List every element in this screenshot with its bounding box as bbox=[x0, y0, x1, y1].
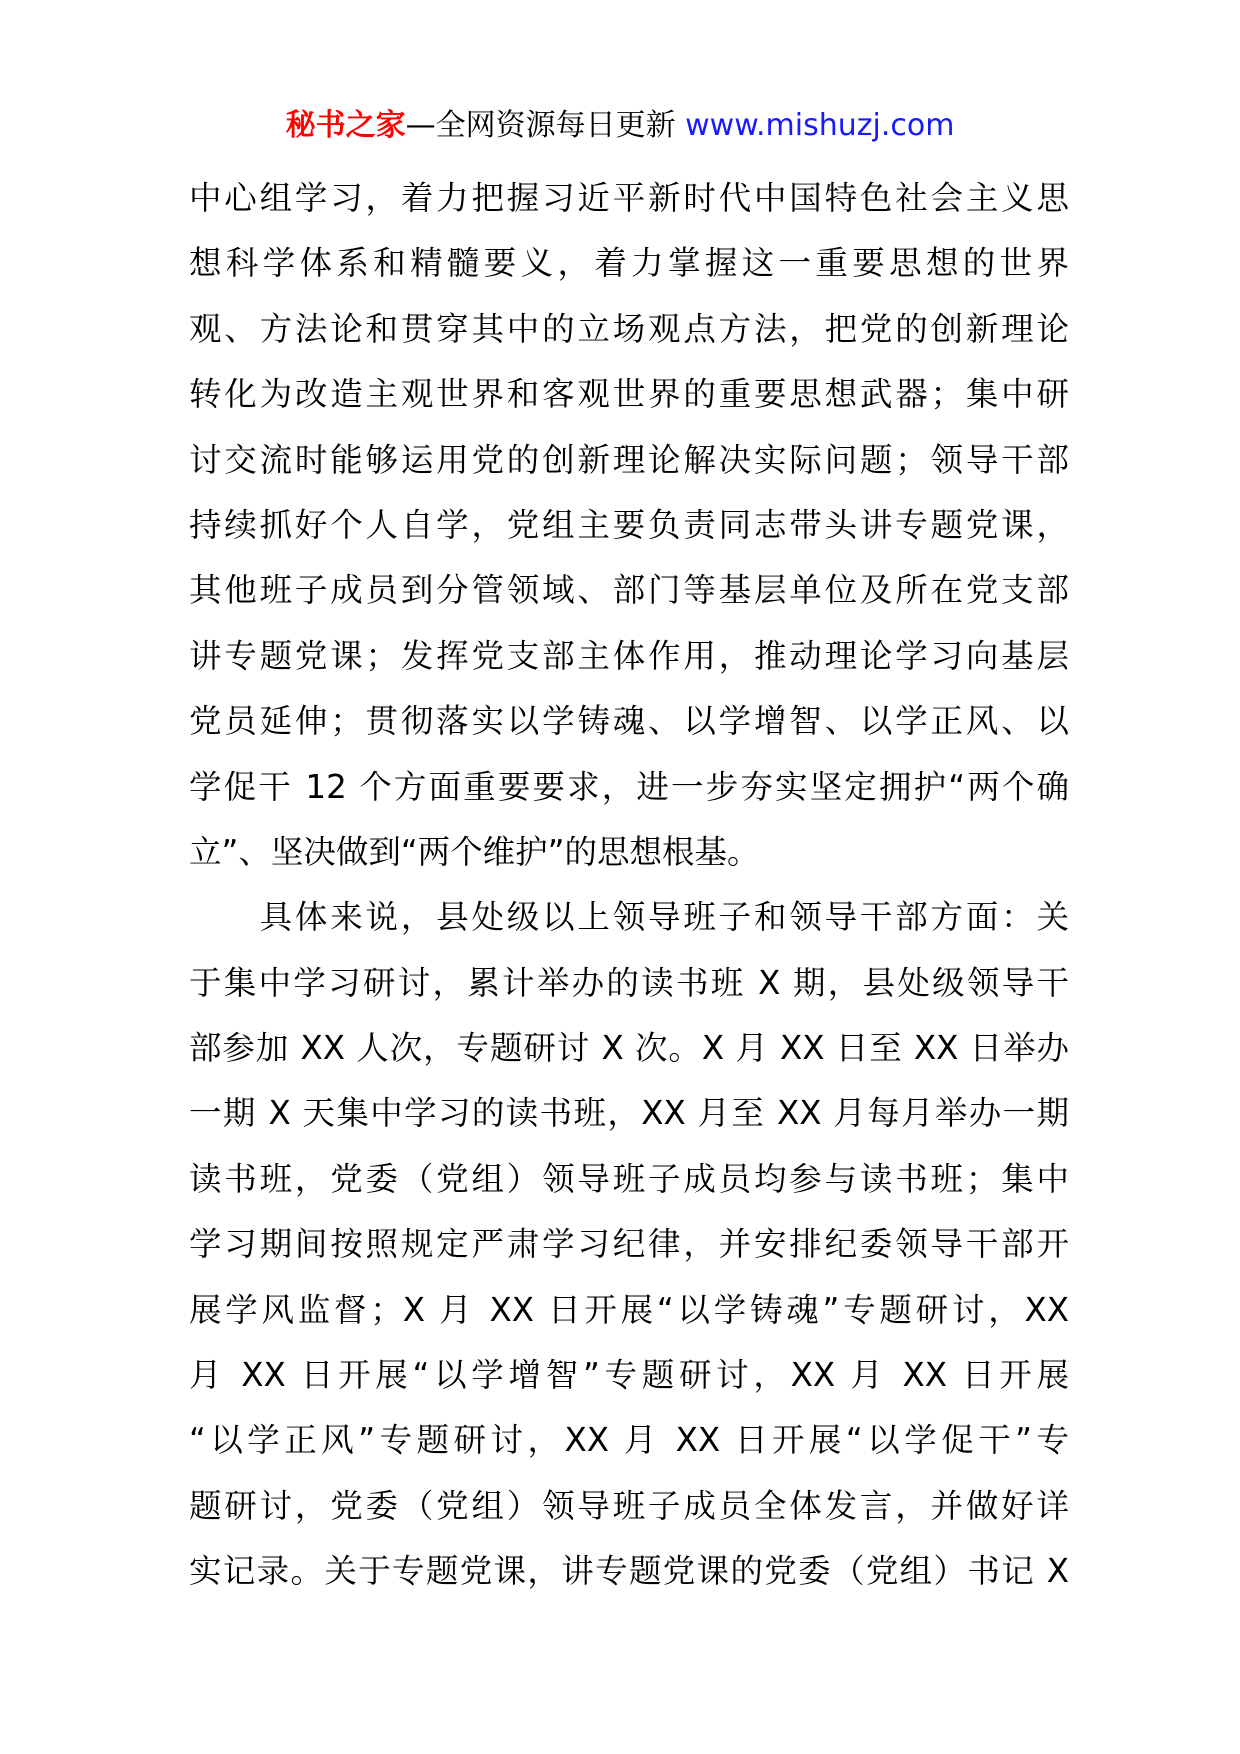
body-line: 展学风监督；X 月 XX 日开展“以学铸魂”专题研讨，XX bbox=[189, 1290, 1069, 1329]
body-line: 一期 X 天集中学习的读书班，XX 月至 XX 月每月举办一期 bbox=[189, 1094, 1069, 1133]
site-brand: 秘书之家 bbox=[285, 108, 406, 143]
body-line: 读书班，党委（党组）领导班子成员均参与读书班；集中 bbox=[189, 1159, 1069, 1198]
body-line-paragraph-end: 立”、坚决做到“两个维护”的思想根基。 bbox=[189, 832, 760, 871]
body-line: 中心组学习，着力把握习近平新时代中国特色社会主义思 bbox=[189, 179, 1069, 217]
site-url-link[interactable]: www.mishuzj.com bbox=[685, 108, 955, 143]
body-line: 月 XX 日开展“以学增智”专题研讨，XX 月 XX 日开展 bbox=[189, 1356, 1069, 1395]
body-line: 观、方法论和贯穿其中的立场观点方法，把党的创新理论 bbox=[189, 309, 1069, 348]
body-line: 题研讨，党委（党组）领导班子成员全体发言，并做好详 bbox=[189, 1486, 1069, 1525]
body-line-paragraph-start: 具体来说，县处级以上领导班子和领导干部方面：关 bbox=[189, 898, 1069, 937]
body-line: 讨交流时能够运用党的创新理论解决实际问题；领导干部 bbox=[189, 440, 1069, 479]
body-line: 于集中学习研讨，累计举办的读书班 X 期，县处级领导干 bbox=[189, 963, 1069, 1002]
body-line: 学习期间按照规定严肃学习纪律，并安排纪委领导干部开 bbox=[189, 1225, 1069, 1264]
body-line: 部参加 XX 人次，专题研讨 X 次。X 月 XX 日至 XX 日举办 bbox=[189, 1029, 1069, 1068]
body-line: “以学正风”专题研讨，XX 月 XX 日开展“以学促干”专 bbox=[189, 1421, 1069, 1460]
body-line: 学促干 12 个方面重要要求，进一步夯实坚定拥护“两个确 bbox=[189, 767, 1069, 806]
body-line: 持续抓好个人自学，党组主要负责同志带头讲专题党课， bbox=[189, 505, 1069, 544]
body-line: 想科学体系和精髓要义，着力掌握这一重要思想的世界 bbox=[189, 244, 1069, 283]
body-line: 其他班子成员到分管领域、部门等基层单位及所在党支部 bbox=[189, 571, 1069, 610]
body-line: 转化为改造主观世界和客观世界的重要思想武器；集中研 bbox=[189, 375, 1069, 414]
site-header bbox=[0, 106, 1240, 146]
document-body bbox=[189, 166, 1069, 1605]
body-line: 实记录。关于专题党课，讲专题党课的党委（党组）书记 X bbox=[189, 1552, 1069, 1591]
body-line: 党员延伸；贯彻落实以学铸魂、以学增智、以学正风、以 bbox=[189, 702, 1069, 741]
site-tagline: —全网资源每日更新 bbox=[405, 108, 676, 143]
body-line: 讲专题党课；发挥党支部主体作用，推动理论学习向基层 bbox=[189, 636, 1069, 675]
